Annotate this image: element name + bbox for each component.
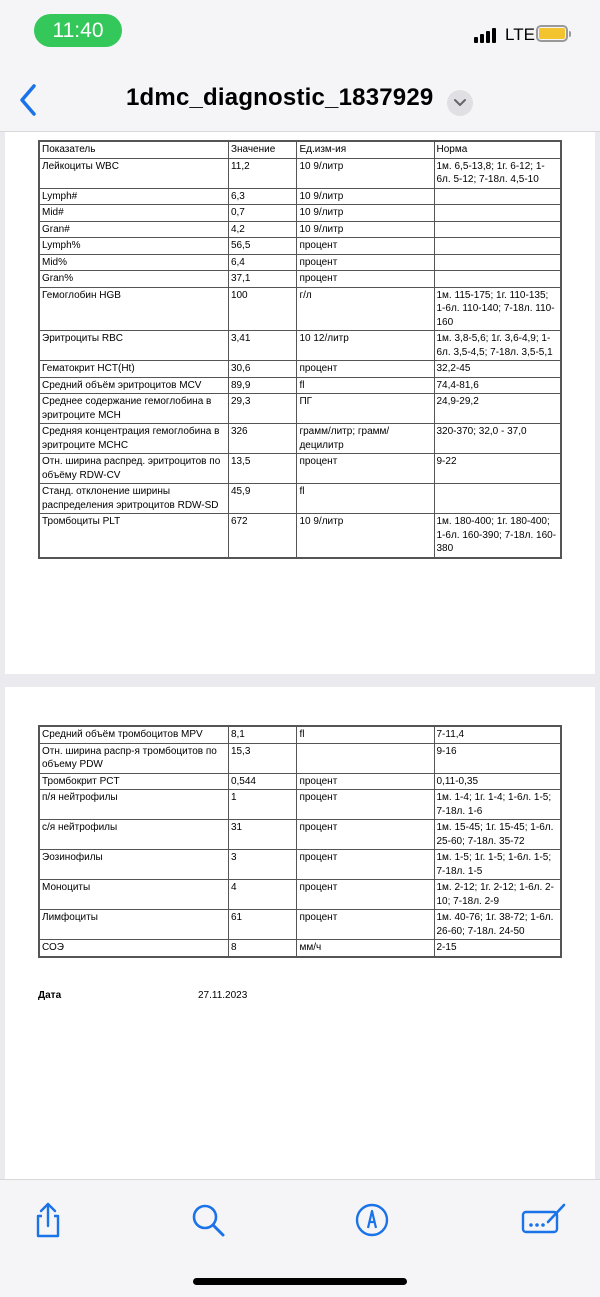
date-value: 27.11.2023	[198, 990, 248, 1001]
table-cell: процент	[297, 454, 434, 484]
table-cell: Тромбокрит PCT	[39, 773, 228, 790]
table-row	[39, 158, 561, 188]
markup-button[interactable]	[352, 1200, 392, 1240]
table-cell: 4,2	[228, 221, 297, 238]
table-cell: 61	[228, 910, 297, 940]
table-cell: fl	[297, 484, 434, 514]
status-time[interactable]: 11:40	[34, 14, 122, 47]
table-cell: 1	[228, 790, 297, 820]
chevron-left-icon	[14, 82, 44, 118]
annotate-icon	[520, 1200, 568, 1240]
table-cell	[434, 221, 561, 238]
table-cell: 31	[228, 820, 297, 850]
table-cell: 24,9-29,2	[434, 394, 561, 424]
table-cell: 10 9/литр	[297, 188, 434, 205]
share-button[interactable]	[28, 1200, 68, 1240]
home-indicator[interactable]	[193, 1278, 407, 1285]
table-cell: Лимфоциты	[39, 910, 228, 940]
table-cell: 100	[228, 287, 297, 331]
table-cell: Lymph#	[39, 188, 228, 205]
table-cell: 7-11,4	[434, 726, 561, 743]
table-cell: 0,7	[228, 205, 297, 222]
table-row	[39, 454, 561, 484]
table-cell: процент	[297, 910, 434, 940]
table-cell: Эозинофилы	[39, 850, 228, 880]
signal-icon	[474, 28, 496, 43]
table-cell: Mid%	[39, 254, 228, 271]
table-cell: 8,1	[228, 726, 297, 743]
table-cell: Среднее содержание гемоглобина в эритроците MCH	[39, 394, 228, 424]
table-cell: 56,5	[228, 238, 297, 255]
table-cell: СОЭ	[39, 940, 228, 957]
table-cell: 6,3	[228, 188, 297, 205]
table-cell: процент	[297, 238, 434, 255]
table-cell: 30,6	[228, 361, 297, 378]
table-cell: 1м. 40-76; 1г. 38-72; 1-6л. 26-60; 7-18л. 24-50	[434, 910, 561, 940]
table-row	[39, 394, 561, 424]
table-cell: 10 9/литр	[297, 221, 434, 238]
table-row	[39, 940, 561, 957]
table-cell: процент	[297, 820, 434, 850]
table-cell: 1м. 1-5; 1г. 1-5; 1-6л. 1-5; 7-18л. 1-5	[434, 850, 561, 880]
lab-results-table-2	[38, 725, 562, 958]
table-cell	[434, 484, 561, 514]
table-cell	[434, 271, 561, 288]
table-row	[39, 850, 561, 880]
table-cell: 672	[228, 514, 297, 558]
table-cell: 320-370; 32,0 - 37,0	[434, 424, 561, 454]
table-cell: Средний объём эритроцитов MCV	[39, 377, 228, 394]
column-header: Ед.изм-ия	[297, 141, 434, 158]
table-cell: fl	[297, 377, 434, 394]
table-row	[39, 361, 561, 378]
table-cell	[297, 743, 434, 773]
column-header: Норма	[434, 141, 561, 158]
table-cell: 37,1	[228, 271, 297, 288]
table-cell: Средняя концентрация гемоглобина в эритроците MCHC	[39, 424, 228, 454]
table-cell: 0,11-0,35	[434, 773, 561, 790]
table-row	[39, 238, 561, 255]
table-cell: процент	[297, 790, 434, 820]
table-cell: Отн. ширина распред. эритроцитов по объёму RDW-CV	[39, 454, 228, 484]
table-cell: 89,9	[228, 377, 297, 394]
table-row	[39, 271, 561, 288]
table-row	[39, 743, 561, 773]
table-row	[39, 773, 561, 790]
table-cell: 10 9/литр	[297, 514, 434, 558]
table-cell: Эритроциты RBC	[39, 331, 228, 361]
document-page-2	[5, 687, 595, 1179]
document-title[interactable]: 1dmc_diagnostic_1837929	[126, 84, 434, 111]
table-cell: 1м. 2-12; 1г. 2-12; 1-6л. 2-10; 7-18л. 2-9	[434, 880, 561, 910]
table-row	[39, 726, 561, 743]
table-cell: ПГ	[297, 394, 434, 424]
table-row	[39, 484, 561, 514]
table-cell: 3	[228, 850, 297, 880]
table-cell: Тромбоциты PLT	[39, 514, 228, 558]
table-cell: 326	[228, 424, 297, 454]
share-icon	[28, 1200, 68, 1240]
table-row	[39, 188, 561, 205]
table-cell: 32,2-45	[434, 361, 561, 378]
table-row	[39, 424, 561, 454]
table-cell: 10 9/литр	[297, 158, 434, 188]
table-cell	[434, 238, 561, 255]
status-bar	[0, 0, 600, 62]
table-row	[39, 377, 561, 394]
table-cell	[434, 205, 561, 222]
table-cell: 6,4	[228, 254, 297, 271]
back-button[interactable]	[14, 82, 44, 118]
table-cell: 29,3	[228, 394, 297, 424]
table-cell: п/я нейтрофилы	[39, 790, 228, 820]
table-cell: процент	[297, 254, 434, 271]
search-button[interactable]	[188, 1200, 228, 1240]
table-cell: с/я нейтрофилы	[39, 820, 228, 850]
table-row	[39, 514, 561, 558]
table-cell: 74,4-81,6	[434, 377, 561, 394]
table-cell: 10 9/литр	[297, 205, 434, 222]
table-row	[39, 221, 561, 238]
table-cell: 9-16	[434, 743, 561, 773]
table-row	[39, 790, 561, 820]
table-cell: Лейкоциты WBC	[39, 158, 228, 188]
table-cell: Mid#	[39, 205, 228, 222]
table-cell: 1м. 1-4; 1г. 1-4; 1-6л. 1-5; 7-18л. 1-6	[434, 790, 561, 820]
table-cell: 9-22	[434, 454, 561, 484]
title-menu-button[interactable]	[447, 90, 473, 116]
column-header: Значение	[228, 141, 297, 158]
table-row	[39, 254, 561, 271]
table-cell: мм/ч	[297, 940, 434, 957]
table-row	[39, 331, 561, 361]
table-cell: г/л	[297, 287, 434, 331]
table-cell: Отн. ширина распр-я тромбоцитов по объему PDW	[39, 743, 228, 773]
table-cell: 8	[228, 940, 297, 957]
table-cell: процент	[297, 880, 434, 910]
table-cell: 13,5	[228, 454, 297, 484]
table-cell: 1м. 115-175; 1г. 110-135; 1-6л. 110-140; 7-18л. 110-160	[434, 287, 561, 331]
search-icon	[188, 1200, 228, 1240]
table-cell: процент	[297, 361, 434, 378]
nav-bar	[0, 62, 600, 132]
table-row	[39, 205, 561, 222]
battery-icon	[536, 25, 568, 42]
document-page-1	[5, 132, 595, 674]
table-cell: процент	[297, 850, 434, 880]
table-cell: Средний объём тромбоцитов MPV	[39, 726, 228, 743]
table-cell	[434, 188, 561, 205]
table-cell: Lymph%	[39, 238, 228, 255]
table-cell: грамм/литр; грамм/децилитр	[297, 424, 434, 454]
table-cell: 15,3	[228, 743, 297, 773]
date-label: Дата	[38, 990, 62, 1001]
network-label: LTE	[505, 25, 535, 44]
table-cell: процент	[297, 271, 434, 288]
table-cell	[434, 254, 561, 271]
table-cell: Гематокрит HCT(Ht)	[39, 361, 228, 378]
table-cell: 0,544	[228, 773, 297, 790]
table-cell: 1м. 6,5-13,8; 1г. 6-12; 1-6л. 5-12; 7-18л. 4,5-10	[434, 158, 561, 188]
document-viewer[interactable]	[0, 132, 600, 1179]
table-cell: 1м. 15-45; 1г. 15-45; 1-6л. 25-60; 7-18л. 35-72	[434, 820, 561, 850]
table-row	[39, 287, 561, 331]
table-cell: Гемоглобин HGB	[39, 287, 228, 331]
chevron-down-icon	[453, 98, 467, 108]
table-row	[39, 910, 561, 940]
table-cell: процент	[297, 773, 434, 790]
annotate-button[interactable]	[520, 1200, 560, 1240]
table-cell: Gran%	[39, 271, 228, 288]
table-cell: Gran#	[39, 221, 228, 238]
table-cell: Станд. отклонение ширины распределения эритроцитов RDW-SD	[39, 484, 228, 514]
table-row	[39, 820, 561, 850]
table-cell: Моноциты	[39, 880, 228, 910]
table-cell: 10 12/литр	[297, 331, 434, 361]
table-cell: 3,41	[228, 331, 297, 361]
table-row	[39, 880, 561, 910]
lab-results-table-1	[38, 140, 562, 559]
table-cell: 1м. 3,8-5,6; 1г. 3,6-4,9; 1-6л. 3,5-4,5; 7-18л. 3,5-5,1	[434, 331, 561, 361]
table-cell: 4	[228, 880, 297, 910]
column-header: Показатель	[39, 141, 228, 158]
markup-icon	[352, 1200, 392, 1240]
table-cell: 1м. 180-400; 1г. 180-400; 1-6л. 160-390; 7-18л. 160-380	[434, 514, 561, 558]
table-cell: 2-15	[434, 940, 561, 957]
table-cell: 45,9	[228, 484, 297, 514]
table-cell: fl	[297, 726, 434, 743]
table-cell: 11,2	[228, 158, 297, 188]
table-header-row	[39, 141, 561, 158]
